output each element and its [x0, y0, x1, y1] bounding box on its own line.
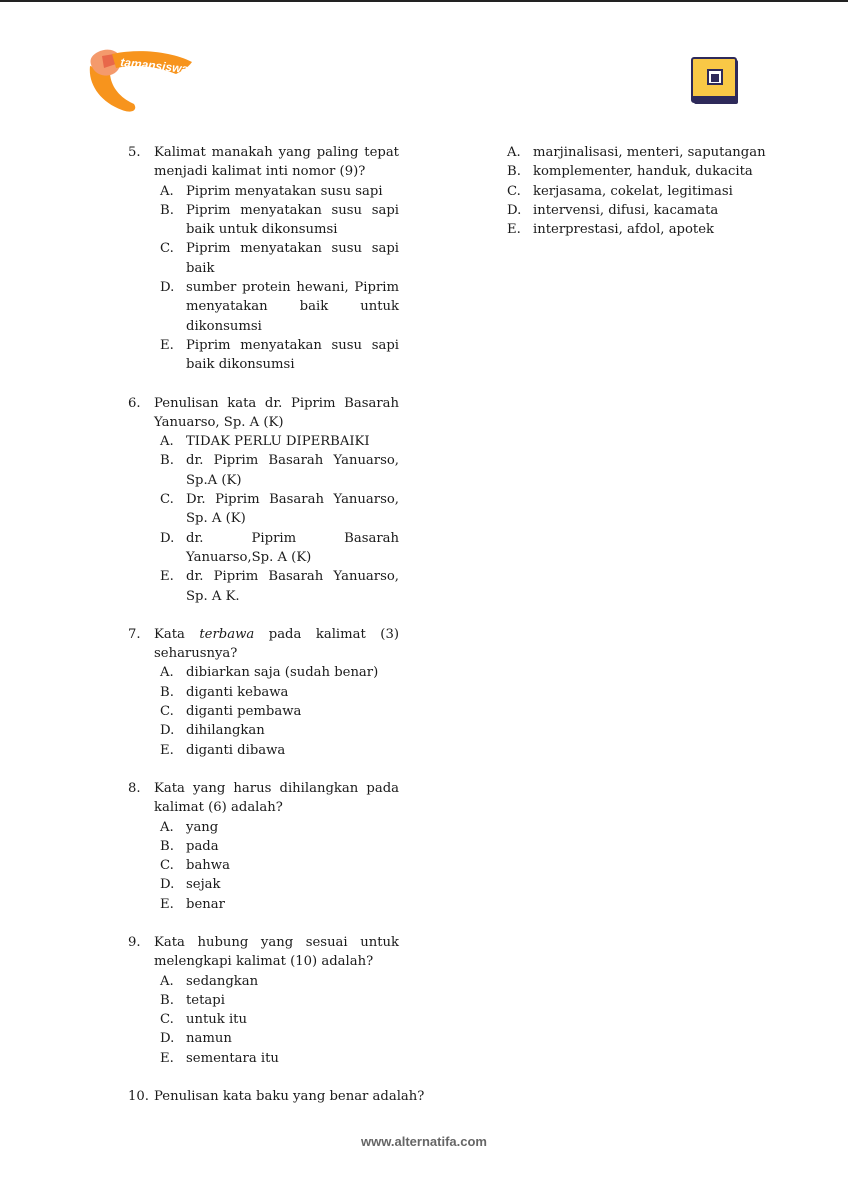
- option-letter: A.: [507, 145, 521, 160]
- option-letter: B.: [160, 202, 174, 218]
- question-text-part: Kata: [154, 626, 200, 642]
- question-10: [128, 1087, 425, 1106]
- option-text: Piprim menyatakan susu sapi: [186, 183, 383, 199]
- q10-option-e: [507, 220, 757, 239]
- option-text: benar: [186, 896, 225, 912]
- svg-text:tamansiswa: tamansiswa: [119, 55, 189, 77]
- option-text: interprestasi, afdol, apotek: [533, 222, 715, 238]
- option-letter: B.: [507, 164, 521, 180]
- option-text: diganti pembawa: [186, 704, 302, 720]
- alternatifa-logo: [690, 56, 742, 108]
- q10-option-d: [507, 201, 757, 220]
- option-d: [128, 529, 399, 568]
- q10-option-a: [507, 143, 766, 162]
- option-e: [128, 1049, 399, 1068]
- tamansiswa-logo: [80, 44, 198, 116]
- option-text: sedangkan: [186, 973, 259, 989]
- question-text-part: pada kalimat (3) seharusnya?: [154, 626, 399, 662]
- option-c: [128, 490, 399, 529]
- option-text: diganti dibawa: [186, 742, 286, 758]
- option-text: marjinalisasi, menteri, saputangan: [533, 145, 766, 160]
- option-text: komplementer, handuk, dukacita: [533, 164, 753, 180]
- option-d: [128, 875, 399, 894]
- question-text: Penulisan kata baku yang benar adalah?: [154, 1089, 425, 1105]
- option-letter: E.: [160, 337, 174, 353]
- option-a: [128, 432, 399, 451]
- option-letter: A.: [160, 183, 174, 199]
- option-letter: E.: [160, 569, 174, 585]
- option-d: [128, 1029, 399, 1048]
- option-letter: C.: [160, 492, 174, 508]
- question-7: [128, 625, 399, 760]
- question-number: 7.: [128, 626, 141, 642]
- option-e: [128, 741, 399, 760]
- option-letter: D.: [160, 530, 175, 546]
- option-text: untuk itu: [186, 1012, 247, 1028]
- option-letter: A.: [160, 665, 174, 681]
- option-letter: C.: [160, 858, 174, 874]
- option-b: [128, 991, 399, 1010]
- option-text: diganti kebawa: [186, 684, 289, 700]
- option-letter: B.: [160, 453, 174, 469]
- option-text: dr. Piprim Basarah Yanuarso, Sp.A (K): [186, 453, 399, 488]
- question-text: Kata hubung yang sesuai untuk melengkapi kalimat (10) adalah?: [154, 934, 399, 970]
- option-text: Piprim menyatakan susu sapi baik untuk dikonsumsi: [186, 202, 399, 238]
- option-letter: C.: [507, 183, 521, 199]
- footer-url: www.alternatifa.com: [361, 1134, 487, 1149]
- option-text: Piprim menyatakan susu sapi baik dikonsumsi: [186, 337, 399, 373]
- option-b: [128, 837, 399, 856]
- option-text: dibiarkan saja (sudah benar): [186, 665, 379, 681]
- option-text: sejak: [186, 877, 221, 893]
- top-border: [0, 0, 848, 2]
- option-text: yang: [186, 819, 219, 835]
- right-column: [507, 143, 766, 239]
- question-number: 5.: [128, 145, 141, 160]
- option-d: [128, 278, 399, 336]
- question-italic-word: terbawa: [199, 626, 255, 642]
- question-text: Kata yang harus dihilangkan pada kalimat (6) adalah?: [154, 780, 399, 816]
- option-c: [128, 239, 399, 278]
- option-text: dr. Piprim Basarah Yanuarso,Sp. A (K): [186, 530, 399, 565]
- option-text: sementara itu: [186, 1050, 279, 1066]
- option-b: [128, 683, 399, 702]
- question-number: 9.: [128, 934, 141, 950]
- option-e: [128, 567, 399, 606]
- question-6: [128, 394, 399, 606]
- question-8: [128, 779, 399, 914]
- option-letter: B.: [160, 992, 174, 1008]
- q10-option-b: [507, 162, 757, 181]
- option-letter: D.: [160, 280, 175, 296]
- option-text: intervensi, difusi, kacamata: [533, 202, 719, 218]
- option-text: dr. Piprim Basarah Yanuarso, Sp. A K.: [186, 569, 399, 604]
- option-c: [128, 1010, 399, 1029]
- option-letter: D.: [160, 723, 175, 739]
- option-text: bahwa: [186, 858, 230, 874]
- option-letter: C.: [160, 241, 174, 257]
- question-text: Kalimat manakah yang paling tepat menjadi kalimat inti nomor (9)?: [154, 145, 399, 180]
- option-letter: E.: [160, 896, 174, 912]
- option-letter: E.: [507, 222, 521, 238]
- question-text: [154, 627, 399, 661]
- option-letter: D.: [507, 202, 522, 218]
- option-text: namun: [186, 1031, 232, 1047]
- option-d: [128, 721, 399, 740]
- option-letter: C.: [160, 1012, 174, 1028]
- option-b: [128, 201, 399, 240]
- option-text: dihilangkan: [186, 723, 265, 739]
- option-a: [128, 663, 399, 682]
- option-text: sumber protein hewani, Piprim menyatakan baik untuk dikonsumsi: [186, 280, 399, 334]
- option-e: [128, 336, 399, 375]
- option-text: Dr. Piprim Basarah Yanuarso, Sp. A (K): [186, 492, 399, 527]
- option-letter: C.: [160, 704, 174, 720]
- option-letter: D.: [160, 877, 175, 893]
- option-text: Piprim menyatakan susu sapi baik: [186, 241, 399, 276]
- option-c: [128, 856, 399, 875]
- option-letter: E.: [160, 1050, 174, 1066]
- option-text: kerjasama, cokelat, legitimasi: [533, 183, 733, 199]
- option-text: tetapi: [186, 992, 225, 1008]
- option-text: pada: [186, 838, 219, 854]
- option-a: [128, 182, 399, 201]
- option-letter: B.: [160, 838, 174, 854]
- option-letter: A.: [160, 434, 174, 450]
- option-b: [128, 451, 399, 490]
- question-number: 6.: [128, 395, 141, 411]
- q10-option-c: [507, 182, 757, 201]
- question-number: 8.: [128, 780, 141, 796]
- question-9: [128, 933, 399, 1068]
- option-letter: A.: [160, 973, 174, 989]
- left-column: [128, 143, 425, 1125]
- question-5: [128, 143, 399, 375]
- option-text: TIDAK PERLU DIPERBAIKI: [186, 434, 370, 450]
- option-a: [128, 818, 399, 837]
- option-letter: D.: [160, 1031, 175, 1047]
- option-letter: E.: [160, 742, 174, 758]
- option-letter: A.: [160, 819, 174, 835]
- question-number: 10.: [128, 1089, 149, 1105]
- question-text: Penulisan kata dr. Piprim Basarah Yanuarso, Sp. A (K): [154, 395, 399, 430]
- option-e: [128, 895, 399, 914]
- option-a: [128, 972, 399, 991]
- option-c: [128, 702, 399, 721]
- option-letter: B.: [160, 684, 174, 700]
